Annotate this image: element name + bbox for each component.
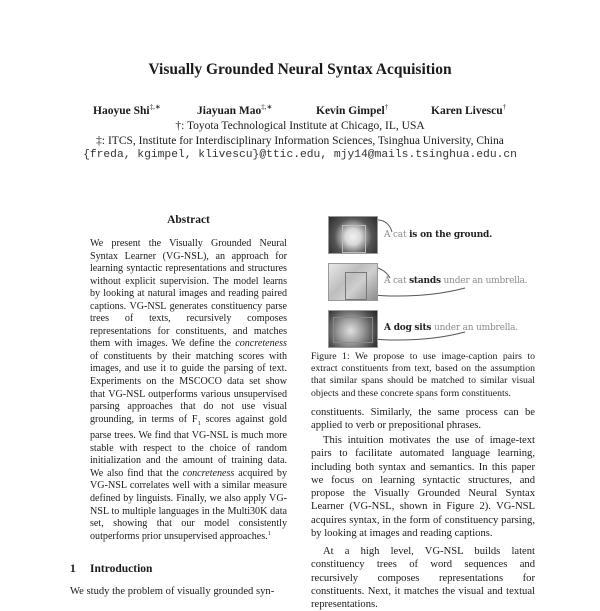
body-paragraph: At a high level, VG-NSL builds latent constituency trees of word sequences and recursively composes representations for constituents. Next, it matches the visual and textual representations. (311, 546, 535, 611)
abstract-text: We present the Visually Grounded Neural Syntax Learner (VG-NSL), an approach for learning syntactic representations and structures without explicit supervision. The model learns by looking at natural images and reading paired captions. VG-NSL generates constituency parse trees of texts, recursively composes representations for constituents, and matches them with images. We define the (90, 238, 287, 350)
author-marks: † (384, 103, 389, 111)
affiliation: †: Toyota Technological Institute at Chicago, IL, USA (175, 120, 425, 132)
abstract-heading: Abstract (167, 214, 210, 226)
figure-caption-example (384, 276, 527, 286)
introduction-text: We study the problem of visually grounded syn- (70, 586, 275, 597)
cat-umbrella-image (328, 263, 378, 301)
concrete-span: A cat (384, 230, 407, 240)
author-name: Jiayuan Mao (197, 105, 262, 117)
author (316, 103, 388, 117)
dog-umbrella-image (328, 310, 378, 348)
abstract-text: scores against gold parse trees. We find that VG-NSL is much more stable with respect to the choice of random initialization and the amount of training data. We also find that the (90, 413, 287, 479)
bounding-box (345, 272, 367, 300)
concrete-span: under an umbrella. (433, 323, 518, 333)
author-emails: {freda, kgimpel, klivescu}@ttic.edu, mjy14@mails.tsinghua.edu.cn (83, 149, 517, 161)
figure-1-caption: Figure 1: We propose to use image-caption pairs to extract constituents from text, based on the assumption that similar spans should be matched to similar visual objects and these concrete spans form constituents. (311, 351, 535, 399)
caption-words: sits (414, 323, 432, 333)
concrete-span: under an umbrella. (443, 276, 528, 286)
author-name: Karen Livescu (431, 105, 503, 117)
abstract-text: of constituents by their matching scores with images, and use it to guide the parsing of text. Experiments on the MSCOCO data set show that VG-NSL outperforms various unsupervised parsing approaches that do not use visual grounding, in terms of F (90, 350, 287, 425)
bounding-box (333, 317, 373, 343)
author (431, 103, 506, 117)
abstract-emphasis: concreteness (235, 338, 287, 350)
author-list (0, 103, 600, 119)
concrete-span: A cat (384, 276, 407, 286)
f1-subscript: 1 (197, 419, 201, 427)
section-title: Introduction (90, 563, 153, 575)
section-number: 1 (70, 563, 76, 575)
author-marks: † (502, 103, 507, 111)
body-paragraph: constituents. Similarly, the same process can be applied to verb or prepositional phrases. (311, 407, 535, 432)
caption-words: is on the ground. (409, 230, 493, 240)
author (197, 103, 272, 117)
abstract-emphasis: concreteness (182, 467, 235, 479)
author-marks: ‡,∗ (261, 103, 273, 111)
concrete-span: A dog (384, 323, 412, 333)
cat-image (328, 216, 378, 254)
affiliation: ‡: ITCS, Institute for Interdisciplinary Information Sciences, Tsinghua University, China (96, 135, 504, 147)
author (93, 103, 161, 117)
bounding-box (342, 225, 366, 253)
figure-caption-example (384, 323, 518, 333)
figure-1 (320, 210, 550, 350)
body-paragraph: This intuition motivates the use of image-text pairs to facilitate automated language learning, including both syntax and semantics. In this paper we focus on learning syntactic structures, and propose the Visually Grounded Neural Syntax Learner (VG-NSL, shown in Figure 2). VG-NSL acquires syntax, in the form of constituency parsing, by looking at images and reading captions. (311, 435, 535, 540)
footnote-mark[interactable]: 1 (267, 530, 271, 537)
abstract-text: acquired by VG-NSL correlates well with a similar measure defined by linguists. Finally, we also apply VG-NSL to multiple languages in the Multi30K data set, showing that our model consistently outperforms prior unsupervised approaches. (90, 467, 287, 542)
author-marks: ‡,∗ (149, 103, 161, 111)
figure-caption-example (384, 230, 492, 240)
author-name: Haoyue Shi (93, 105, 150, 117)
paper-title: Visually Grounded Neural Syntax Acquisition (148, 61, 452, 78)
section-heading-introduction (70, 563, 152, 575)
caption-words: stands (409, 276, 441, 286)
abstract-body (90, 238, 287, 543)
author-name: Kevin Gimpel (316, 105, 385, 117)
